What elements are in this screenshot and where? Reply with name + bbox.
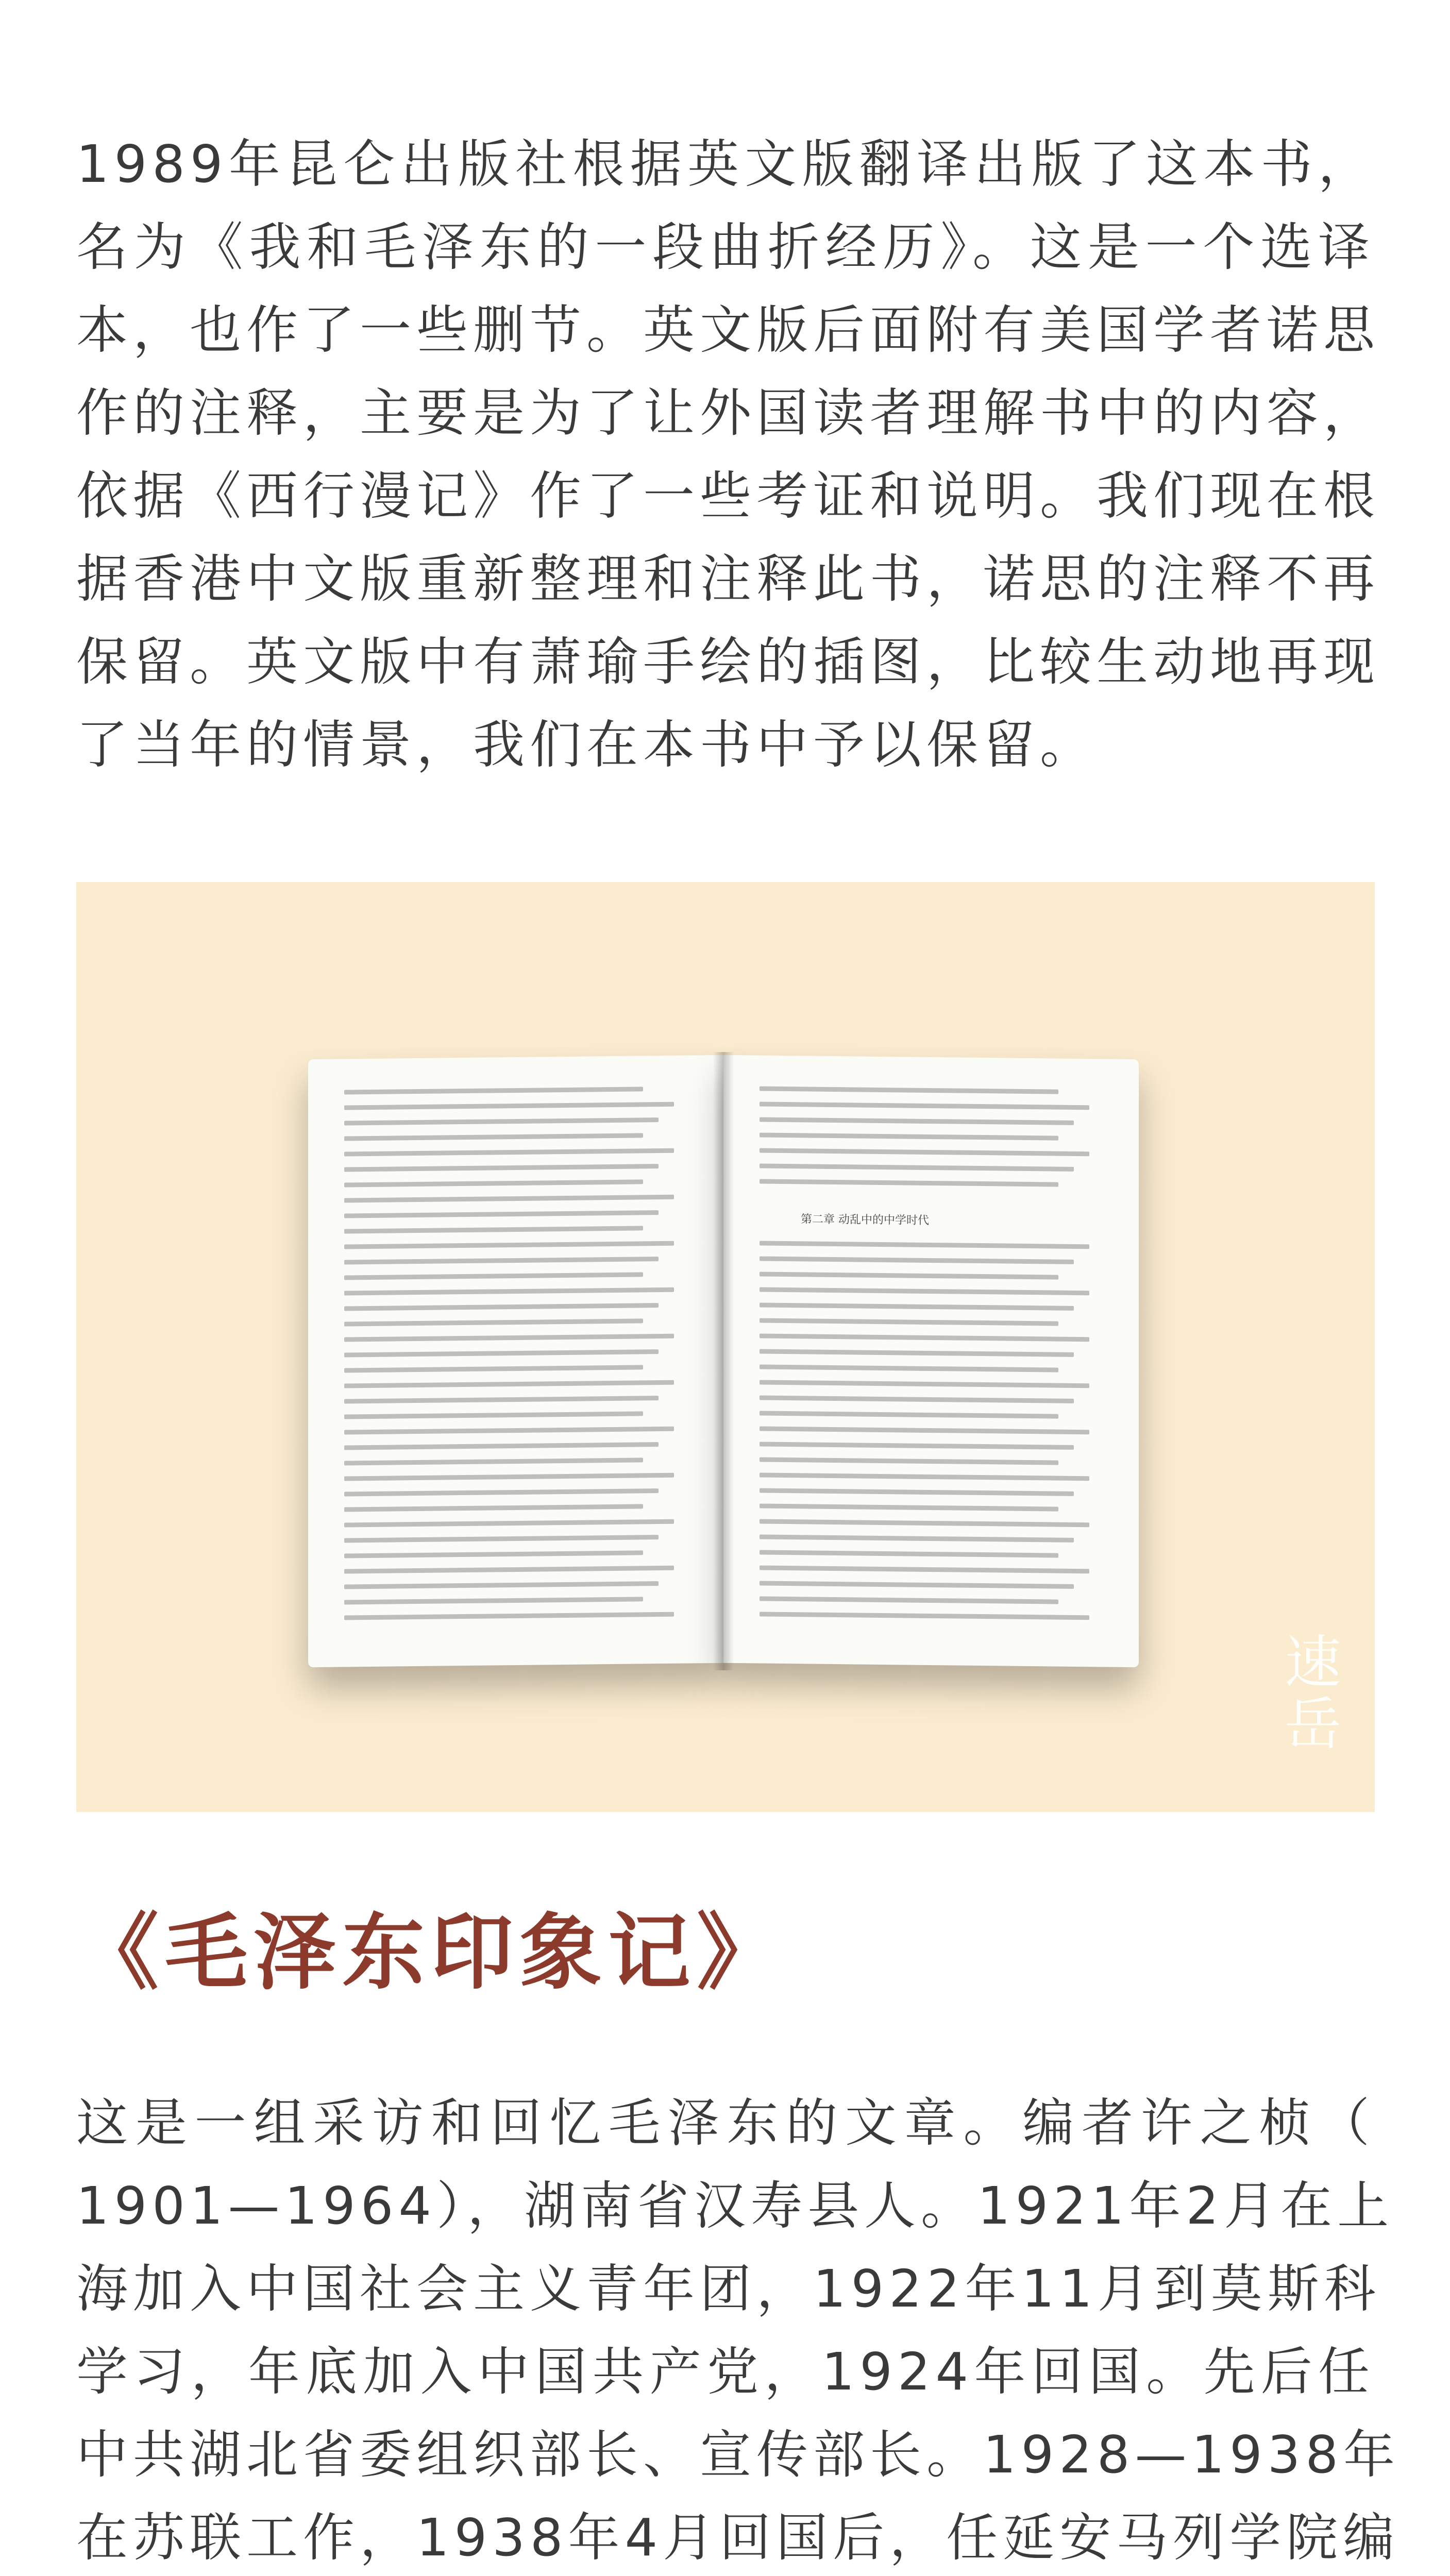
book-text-line — [760, 1272, 1058, 1280]
book-text-line — [344, 1550, 643, 1558]
text-line: 1989年昆仑出版社根据英文版翻译出版了这本书， — [76, 134, 1375, 194]
book-text-line — [344, 1287, 674, 1296]
book-text-line — [344, 1272, 643, 1280]
book-text-line — [344, 1442, 659, 1450]
book-text-line — [760, 1148, 1089, 1157]
book-text-line — [760, 1488, 1074, 1496]
book-text-line — [344, 1210, 659, 1218]
book-text-line — [760, 1179, 1058, 1187]
book-text-line — [344, 1241, 674, 1249]
intro-paragraph — [76, 123, 1380, 786]
book-text-line — [344, 1164, 659, 1172]
book-text-line — [344, 1427, 674, 1435]
book-text-line — [760, 1164, 1074, 1172]
text-line: 名为《我和毛泽东的一段曲折经历》。这是一个选译 — [76, 217, 1375, 277]
text-line: 这是一组采访和回忆毛泽东的文章。编者许之桢（ — [76, 2093, 1375, 2153]
open-book-photo — [76, 882, 1375, 1812]
book-text-line — [760, 1458, 1058, 1465]
book-text-line — [344, 1519, 674, 1528]
book-text-line — [344, 1597, 643, 1604]
book-text-line — [760, 1504, 1058, 1512]
seal-char: 岳 — [1285, 1691, 1341, 1757]
book-text-line — [760, 1287, 1089, 1296]
text-line: 中共湖北省委组织部长、宣传部长。1928—1938年 — [76, 2425, 1400, 2485]
book-text-line — [760, 1566, 1089, 1574]
book-text-line — [344, 1087, 643, 1094]
book-text-line — [760, 1535, 1074, 1543]
book-text-line — [344, 1257, 659, 1264]
book-text-line — [760, 1257, 1074, 1264]
book-text-line — [344, 1458, 643, 1465]
book-text-line — [760, 1473, 1089, 1481]
book-text-line — [344, 1411, 643, 1419]
book-text-line — [344, 1535, 659, 1543]
book-text-line — [344, 1612, 674, 1620]
book-text-line — [760, 1427, 1089, 1435]
book-spine — [713, 1052, 734, 1670]
book-text-line — [760, 1581, 1074, 1589]
book-text-line — [760, 1117, 1074, 1125]
book-text-line — [344, 1318, 643, 1326]
book-text-line — [760, 1318, 1058, 1326]
text-line: 学习，年底加入中国共产党，1924年回国。先后任 — [76, 2342, 1375, 2402]
book-text-line — [760, 1442, 1074, 1450]
book-text-line — [760, 1133, 1058, 1141]
book-text-line — [760, 1612, 1089, 1620]
book-text-line — [344, 1117, 659, 1125]
book-text-line — [344, 1226, 643, 1233]
text-line: 在苏联工作，1938年4月回国后，任延安马列学院编 — [76, 2507, 1400, 2568]
watermark-seal — [1282, 1632, 1344, 1755]
book-text-line — [344, 1102, 674, 1110]
book-text-line — [344, 1473, 674, 1481]
section-title: 《毛泽东印象记》 — [76, 1904, 786, 2001]
book-text-line — [344, 1148, 674, 1157]
chapter-heading: 第二章 动乱中的中学时代 — [801, 1213, 929, 1227]
book-text-line — [344, 1133, 643, 1141]
book-text-line — [760, 1303, 1074, 1311]
book-text-line — [760, 1087, 1058, 1094]
text-line: 依据《西行漫记》作了一些考证和说明。我们现在根 — [76, 466, 1380, 526]
book-text-line — [760, 1334, 1089, 1342]
book-text-line — [344, 1566, 674, 1574]
book-text-line — [344, 1488, 659, 1496]
text-line: 保留。英文版中有萧瑜手绘的插图，比较生动地再现 — [76, 632, 1380, 692]
book-text-line — [344, 1179, 643, 1187]
book-text-line — [760, 1102, 1089, 1110]
book-text-line — [344, 1380, 674, 1388]
book-text-line — [760, 1550, 1058, 1558]
book-text-line — [344, 1581, 659, 1589]
book-text-line — [760, 1396, 1074, 1403]
book-left-page — [308, 1055, 723, 1667]
text-line: 1901—1964），湖南省汉寿县人。1921年2月在上 — [76, 2176, 1394, 2236]
book-text-line — [760, 1519, 1089, 1528]
book-text-line — [344, 1365, 643, 1372]
book-text-line — [344, 1334, 674, 1342]
book-text-line — [760, 1365, 1058, 1372]
book-text-line — [344, 1195, 674, 1203]
text-line: 海加入中国社会主义青年团，1922年11月到莫斯科 — [76, 2259, 1381, 2319]
book-text-line — [760, 1411, 1058, 1419]
text-line: 了当年的情景，我们在本书中予以保留。 — [76, 715, 1097, 775]
book-text-line — [760, 1241, 1089, 1249]
book-text-line — [760, 1349, 1074, 1357]
book-text-line — [760, 1597, 1058, 1604]
book-text-line — [760, 1380, 1089, 1388]
book-text-line — [344, 1396, 659, 1403]
book-text-line — [344, 1349, 659, 1357]
text-line: 据香港中文版重新整理和注释此书，诺思的注释不再 — [76, 549, 1380, 609]
seal-char: 速 — [1285, 1630, 1341, 1696]
text-line: 作的注释，主要是为了让外国读者理解书中的内容， — [76, 383, 1380, 443]
book-right-page — [723, 1055, 1139, 1667]
book-text-line — [344, 1504, 643, 1512]
text-line: 本，也作了一些删节。英文版后面附有美国学者诺思 — [76, 300, 1380, 360]
book-text-line — [344, 1303, 659, 1311]
editor-paragraph — [76, 2081, 1400, 2576]
